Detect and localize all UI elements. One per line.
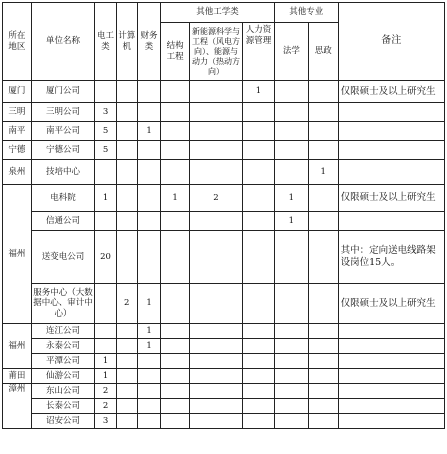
cell-unit: 永泰公司 [31, 339, 95, 354]
cell-energy [189, 160, 242, 185]
cell-note [338, 354, 444, 369]
cell-elec [95, 284, 116, 324]
cell-region: 宁德 [3, 141, 32, 160]
cell-elec: 5 [95, 122, 116, 141]
cell-note [338, 369, 444, 384]
cell-note [338, 160, 444, 185]
cell-note: 仅限硕士及以上研究生 [338, 81, 444, 103]
header-structural: 结构 工程 [161, 23, 190, 81]
cell-note [338, 122, 444, 141]
cell-law [274, 141, 308, 160]
cell-unit: 送变电公司 [31, 231, 95, 284]
cell-fin [137, 354, 160, 369]
cell-note [338, 324, 444, 339]
table-row [3, 369, 445, 384]
cell-comp [116, 354, 137, 369]
table-row [3, 231, 445, 284]
cell-struct [161, 354, 190, 369]
cell-hr [243, 231, 275, 284]
cell-energy [189, 399, 242, 414]
cell-energy [189, 231, 242, 284]
cell-law [274, 160, 308, 185]
cell-comp [116, 185, 137, 212]
header-finance: 财务 类 [137, 3, 160, 81]
cell-hr [243, 369, 275, 384]
cell-comp [116, 414, 137, 429]
header-computer: 计算 机 [116, 3, 137, 81]
cell-unit: 东山公司 [31, 384, 95, 399]
cell-note [338, 212, 444, 231]
cell-pol [308, 399, 338, 414]
cell-law [274, 284, 308, 324]
cell-hr [243, 324, 275, 339]
cell-hr [243, 339, 275, 354]
cell-region: 福州 [3, 185, 32, 324]
cell-comp [116, 384, 137, 399]
cell-law: 1 [274, 185, 308, 212]
cell-comp [116, 160, 137, 185]
cell-region: 三明 [3, 103, 32, 122]
cell-region: 漳州 [3, 384, 32, 429]
cell-pol [308, 122, 338, 141]
cell-unit: 电科院 [31, 185, 95, 212]
table-row [3, 339, 445, 354]
cell-fin [137, 160, 160, 185]
cell-energy [189, 324, 242, 339]
cell-pol [308, 212, 338, 231]
table-row [3, 212, 445, 231]
cell-energy [189, 354, 242, 369]
cell-pol [308, 103, 338, 122]
cell-fin [137, 231, 160, 284]
cell-unit: 服务中心（大数据中心、审计中心） [31, 284, 95, 324]
cell-hr [243, 141, 275, 160]
table-row [3, 160, 445, 185]
table-row [3, 122, 445, 141]
cell-elec [95, 212, 116, 231]
cell-energy [189, 384, 242, 399]
cell-unit: 长泰公司 [31, 399, 95, 414]
cell-law [274, 231, 308, 284]
cell-note [338, 399, 444, 414]
cell-hr [243, 414, 275, 429]
cell-struct [161, 141, 190, 160]
cell-law [274, 414, 308, 429]
cell-struct [161, 284, 190, 324]
header-unit: 单位名称 [31, 3, 95, 81]
cell-elec [95, 160, 116, 185]
cell-unit: 连江公司 [31, 324, 95, 339]
cell-note: 仅限硕士及以上研究生 [338, 185, 444, 212]
cell-struct [161, 384, 190, 399]
cell-elec: 3 [95, 414, 116, 429]
cell-comp [116, 122, 137, 141]
cell-region: 厦门 [3, 81, 32, 103]
cell-unit: 仙游公司 [31, 369, 95, 384]
header-other-engineering: 其他工学类 [161, 3, 275, 23]
cell-struct [161, 324, 190, 339]
cell-unit: 厦门公司 [31, 81, 95, 103]
table-row [3, 103, 445, 122]
cell-struct [161, 122, 190, 141]
cell-law [274, 324, 308, 339]
cell-elec [95, 339, 116, 354]
cell-fin [137, 414, 160, 429]
cell-struct [161, 399, 190, 414]
header-law: 法学 [274, 23, 308, 81]
cell-energy [189, 339, 242, 354]
cell-fin [137, 212, 160, 231]
cell-comp [116, 231, 137, 284]
cell-elec [95, 81, 116, 103]
header-electrician: 电工类 [95, 3, 116, 81]
cell-law: 1 [274, 212, 308, 231]
cell-fin: 1 [137, 324, 160, 339]
cell-energy [189, 212, 242, 231]
cell-hr [243, 122, 275, 141]
cell-pol [308, 81, 338, 103]
cell-fin: 1 [137, 339, 160, 354]
cell-fin: 1 [137, 122, 160, 141]
cell-hr [243, 354, 275, 369]
cell-comp [116, 339, 137, 354]
cell-pol [308, 339, 338, 354]
cell-law [274, 81, 308, 103]
cell-pol: 1 [308, 160, 338, 185]
cell-note: 仅限硕士及以上研究生 [338, 284, 444, 324]
cell-unit: 技培中心 [31, 160, 95, 185]
table-row [3, 284, 445, 324]
cell-struct [161, 339, 190, 354]
cell-struct: 1 [161, 185, 190, 212]
header-new-energy: 新能源科学与工程（风电方向）、能源与动力（热动方向） [189, 23, 242, 81]
cell-pol [308, 141, 338, 160]
cell-pol [308, 384, 338, 399]
cell-comp [116, 103, 137, 122]
cell-struct [161, 160, 190, 185]
cell-energy [189, 369, 242, 384]
cell-struct [161, 231, 190, 284]
cell-hr [243, 384, 275, 399]
cell-law [274, 103, 308, 122]
cell-fin [137, 81, 160, 103]
cell-note [338, 103, 444, 122]
cell-unit: 三明公司 [31, 103, 95, 122]
cell-elec: 20 [95, 231, 116, 284]
cell-energy [189, 141, 242, 160]
table-row [3, 81, 445, 103]
cell-elec: 1 [95, 354, 116, 369]
cell-pol [308, 369, 338, 384]
cell-law [274, 384, 308, 399]
cell-elec: 1 [95, 369, 116, 384]
cell-region: 南平 [3, 122, 32, 141]
table-row [3, 399, 445, 414]
cell-elec: 1 [95, 185, 116, 212]
header-other-majors: 其他专业 [274, 3, 338, 23]
header-notes: 备注 [338, 3, 444, 81]
cell-fin: 1 [137, 284, 160, 324]
cell-law [274, 369, 308, 384]
cell-fin [137, 384, 160, 399]
cell-hr: 1 [243, 81, 275, 103]
cell-comp [116, 324, 137, 339]
table-row [3, 384, 445, 399]
cell-struct [161, 81, 190, 103]
cell-law [274, 339, 308, 354]
cell-note [338, 141, 444, 160]
cell-pol [308, 284, 338, 324]
cell-comp [116, 369, 137, 384]
cell-elec: 2 [95, 399, 116, 414]
cell-note: 其中：定向送电线路架设岗位15人。 [338, 231, 444, 284]
cell-hr [243, 103, 275, 122]
cell-struct [161, 103, 190, 122]
cell-struct [161, 212, 190, 231]
cell-comp [116, 81, 137, 103]
cell-comp [116, 141, 137, 160]
cell-pol [308, 414, 338, 429]
cell-region: 泉州 [3, 160, 32, 185]
cell-law [274, 399, 308, 414]
table-row [3, 185, 445, 212]
cell-pol [308, 185, 338, 212]
header-region: 所在 地区 [3, 3, 32, 81]
header-hr: 人力资 源管理 [243, 23, 275, 81]
table-row [3, 354, 445, 369]
cell-unit: 平潭公司 [31, 354, 95, 369]
table-row [3, 324, 445, 339]
cell-region: 福州 [3, 324, 32, 369]
table-row [3, 141, 445, 160]
cell-hr [243, 284, 275, 324]
cell-fin [137, 185, 160, 212]
cell-note [338, 384, 444, 399]
cell-pol [308, 231, 338, 284]
cell-fin [137, 399, 160, 414]
cell-struct [161, 414, 190, 429]
cell-comp [116, 399, 137, 414]
cell-unit: 信通公司 [31, 212, 95, 231]
cell-energy [189, 284, 242, 324]
cell-elec: 3 [95, 103, 116, 122]
cell-region: 莆田 [3, 369, 32, 384]
cell-energy: 2 [189, 185, 242, 212]
cell-energy [189, 414, 242, 429]
cell-hr [243, 212, 275, 231]
cell-struct [161, 369, 190, 384]
recruitment-table [2, 2, 445, 429]
cell-note [338, 414, 444, 429]
cell-hr [243, 399, 275, 414]
cell-hr [243, 185, 275, 212]
cell-elec [95, 324, 116, 339]
table-row [3, 414, 445, 429]
cell-comp: 2 [116, 284, 137, 324]
cell-unit: 宁德公司 [31, 141, 95, 160]
header-politics: 思政 [308, 23, 338, 81]
cell-fin [137, 141, 160, 160]
cell-law [274, 122, 308, 141]
cell-elec: 2 [95, 384, 116, 399]
cell-comp [116, 212, 137, 231]
cell-energy [189, 103, 242, 122]
cell-law [274, 354, 308, 369]
cell-unit: 诏安公司 [31, 414, 95, 429]
cell-energy [189, 81, 242, 103]
cell-pol [308, 354, 338, 369]
cell-unit: 南平公司 [31, 122, 95, 141]
cell-energy [189, 122, 242, 141]
cell-note [338, 339, 444, 354]
cell-fin [137, 369, 160, 384]
cell-pol [308, 324, 338, 339]
cell-fin [137, 103, 160, 122]
table-body [3, 81, 445, 429]
cell-elec: 5 [95, 141, 116, 160]
cell-hr [243, 160, 275, 185]
